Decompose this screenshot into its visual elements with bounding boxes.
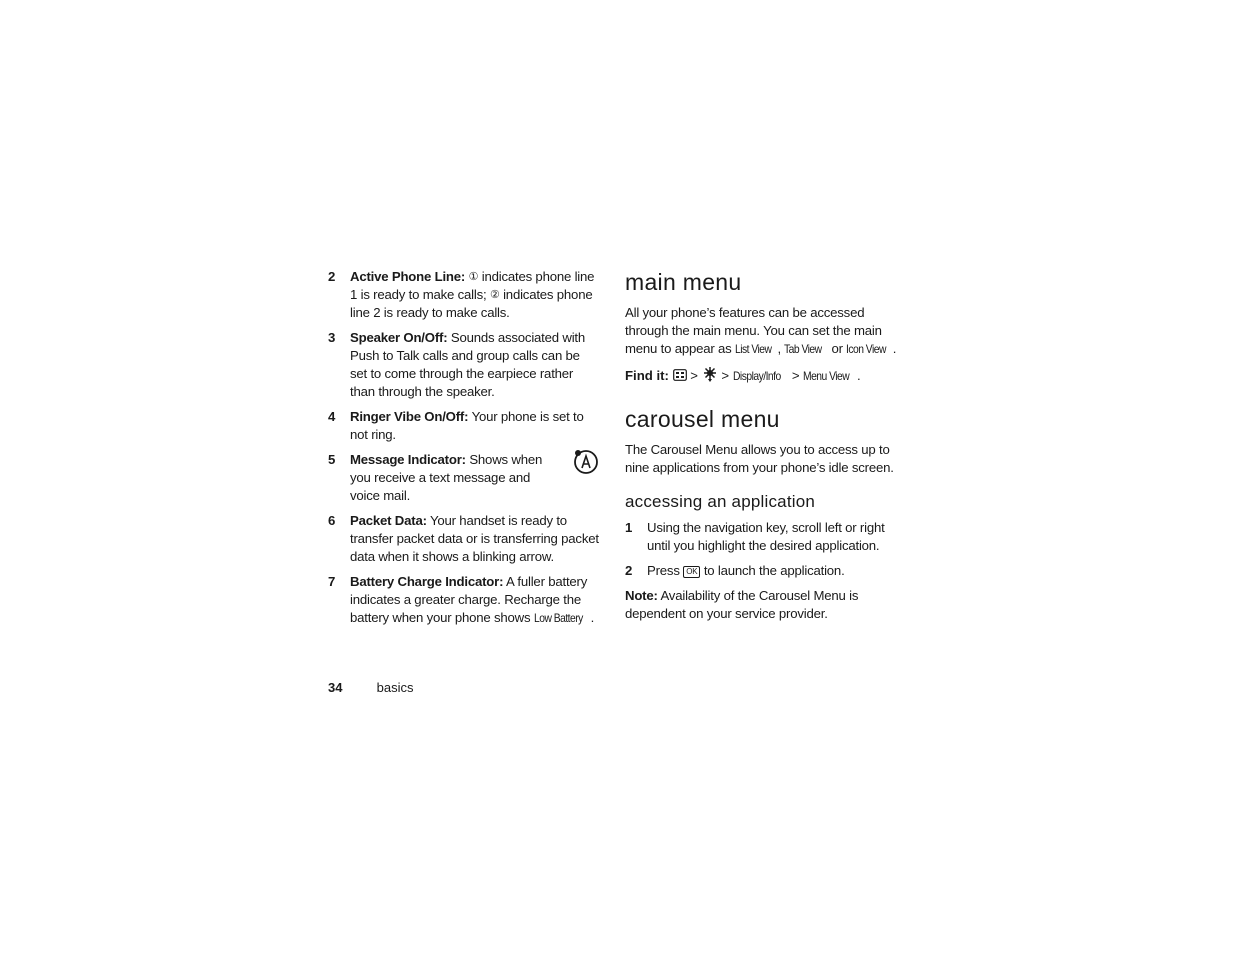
ok-key-icon: OK — [683, 566, 700, 578]
item-number: 5 — [328, 452, 336, 467]
item-title: Active Phone Line: — [350, 269, 466, 284]
item-number: 7 — [328, 574, 336, 589]
list-item: 7 Battery Charge Indicator: A fuller battery indicates a greater charge. Recharge the battery when your phone shows Low Battery . — [328, 574, 595, 625]
list-item: 2 Press OK to launch the application. — [625, 563, 845, 578]
list-item: 3 Speaker On/Off: Sounds associated with Push to Talk calls and group calls can be set to come through the earpiece rather than through the speaker. — [328, 330, 586, 399]
display-text: Menu View — [803, 369, 850, 383]
display-text: Display/Info — [732, 369, 781, 383]
step-number: 1 — [625, 520, 633, 535]
page-number: 34 — [328, 680, 343, 695]
note: Note: Availability of the Carousel Menu is dependent on your service provider. — [625, 588, 859, 621]
item-title: Message Indicator: — [350, 452, 466, 467]
display-text: Icon View — [846, 342, 887, 356]
list-item: 5 Message Indicator: Shows when you receive a text message and voice mail. — [328, 451, 600, 505]
display-text: Low Battery — [533, 611, 583, 625]
item-title: Ringer Vibe On/Off: — [350, 409, 469, 424]
section-name: basics — [376, 680, 414, 695]
right-column — [625, 268, 897, 631]
main-menu-intro: All your phone’s features can be accessed through the main menu. You can set the main menu to appear as List View , Tab View or Icon View . — [625, 305, 897, 356]
list-item: 4 Ringer Vibe On/Off: Your phone is set to not ring. — [328, 409, 584, 442]
page-footer — [328, 680, 413, 695]
item-number: 4 — [328, 409, 336, 424]
find-it-path: Find it: > > Display/Info > Menu View . — [625, 368, 861, 383]
step-number: 2 — [625, 563, 633, 578]
item-title: Battery Charge Indicator: — [350, 574, 504, 589]
list-item: 6 Packet Data: Your handset is ready to transfer packet data or is transferring packet data when it shows a blinking arrow. — [328, 513, 599, 564]
menu-key-icon — [673, 369, 687, 381]
list-item: 1 Using the navigation key, scroll left or right until you highlight the desired application. — [625, 520, 885, 553]
display-text: Tab View — [784, 342, 822, 356]
item-number: 3 — [328, 330, 336, 345]
item-title: Packet Data: — [350, 513, 427, 528]
section-heading: carousel menu — [625, 406, 780, 432]
list-item: 2 Active Phone Line: ① indicates phone line 1 is ready to make calls; ② indicates phone line 2 is ready to make calls. — [328, 269, 595, 320]
item-number: 2 — [328, 269, 336, 284]
left-column — [328, 268, 600, 634]
line-2-icon: ② — [489, 289, 500, 301]
subsection-heading: accessing an application — [625, 492, 816, 511]
item-title: Speaker On/Off: — [350, 330, 448, 345]
settings-icon — [702, 366, 718, 382]
display-text: List View — [735, 342, 772, 356]
line-1-icon: ① — [468, 271, 479, 283]
message-indicator-icon — [572, 447, 600, 475]
item-number: 6 — [328, 513, 336, 528]
carousel-intro: The Carousel Menu allows you to access up to nine applications from your phone’s idle screen. — [625, 442, 894, 475]
section-heading: main menu — [625, 269, 742, 295]
